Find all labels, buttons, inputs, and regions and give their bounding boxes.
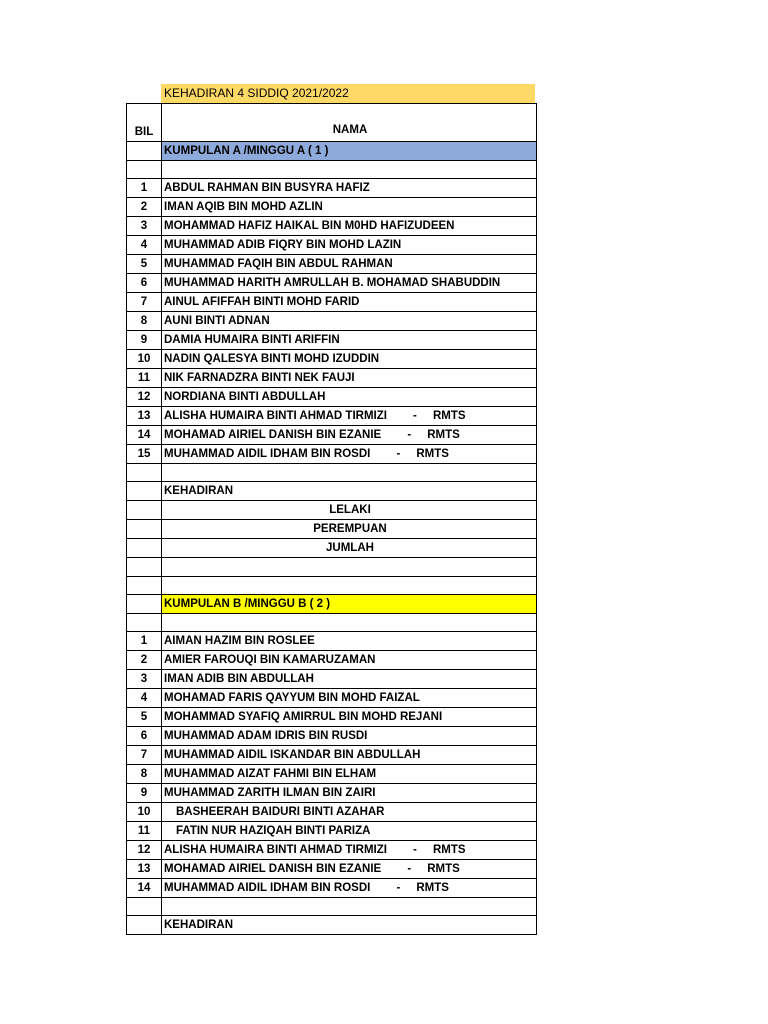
row-number[interactable]: 15 [127,445,162,464]
student-name-cell[interactable] [162,198,537,217]
row-number[interactable]: 8 [127,312,162,331]
row-number[interactable]: 9 [127,331,162,350]
student-name: MOHAMMAD HAFIZ HAIKAL BIN M0HD HAFIZUDEEN [164,220,455,233]
student-name: ABDUL RAHMAN BIN BUSYRA HAFIZ [164,182,370,195]
student-name: MUHAMMAD AIDIL IDHAM BIN ROSDI [164,881,371,894]
kehadiran-label-b[interactable]: KEHADIRAN [162,916,537,935]
student-name-cell[interactable] [162,350,537,369]
table-row [127,445,537,464]
row-number[interactable]: 10 [127,802,162,821]
student-name-cell[interactable] [162,217,537,236]
empty-cell[interactable] [162,613,537,631]
nama-header[interactable]: NAMA [162,104,537,142]
table-row [127,274,537,293]
table-row [127,388,537,407]
empty-cell[interactable] [162,576,537,594]
table-row [127,331,537,350]
attendance-table [126,103,537,935]
group-b-label[interactable]: KUMPULAN B /MINGGU B ( 2 ) [162,594,537,613]
student-name: BASHEERAH BAIDURI BINTI AZAHAR [176,805,385,818]
group-a-header-row [127,142,537,161]
student-name-cell[interactable] [162,293,537,312]
table-row [127,217,537,236]
empty-cell[interactable] [127,142,162,161]
student-name: MUHAMMAD ADIB FIQRY BIN MOHD LAZIN [164,239,402,252]
row-number[interactable]: 13 [127,859,162,878]
student-name: ALISHA HUMAIRA BINTI AHMAD TIRMIZI [164,410,387,423]
row-number[interactable]: 7 [127,745,162,764]
row-number[interactable]: 7 [127,293,162,312]
kehadiran-label-b-row [127,916,537,935]
table-row [127,745,537,764]
student-name-cell[interactable] [162,407,537,426]
table-row [127,293,537,312]
note-dash: - [413,410,417,423]
table-row [127,407,537,426]
row-number[interactable]: 9 [127,783,162,802]
student-name: IMAN ADIB BIN ABDULLAH [164,672,314,685]
table-row [127,631,537,650]
empty-cell[interactable] [162,558,537,576]
table-row [127,802,537,821]
rmts-note: RMTS [416,881,449,894]
row-number[interactable]: 6 [127,274,162,293]
student-name: MUHAMMAD AIDIL IDHAM BIN ROSDI [164,448,371,461]
row-number[interactable]: 2 [127,650,162,669]
student-name-cell[interactable] [162,707,537,726]
blank-row [127,613,537,631]
lelaki-label-row [127,501,537,520]
student-name-cell[interactable] [162,631,537,650]
blank-row [127,897,537,915]
student-name-cell[interactable] [162,802,537,821]
empty-cell[interactable] [127,161,162,179]
empty-cell[interactable] [162,897,537,915]
group-b-header-row [127,594,537,613]
row-number[interactable]: 4 [127,688,162,707]
kehadiran-label-a[interactable]: KEHADIRAN [162,482,537,501]
student-name: AMIER FAROUQI BIN KAMARUZAMAN [164,653,376,666]
jumlah-label-row [127,539,537,558]
table-row [127,236,537,255]
table-row [127,650,537,669]
lelaki-label[interactable]: LELAKI [162,501,537,520]
empty-cell[interactable] [127,558,162,576]
student-name: AIMAN HAZIM BIN ROSLEE [164,634,315,647]
student-name: MUHAMMAD ADAM IDRIS BIN RUSDI [164,729,368,742]
student-name-cell[interactable] [162,840,537,859]
empty-cell[interactable] [127,464,162,482]
student-name: MUHAMMAD FAQIH BIN ABDUL RAHMAN [164,258,393,271]
blank-row [127,464,537,482]
blank-row [127,558,537,576]
kehadiran-label-a-row [127,482,537,501]
rmts-note: RMTS [427,862,460,875]
table-row [127,726,537,745]
student-name-cell[interactable] [162,426,537,445]
student-name-cell[interactable] [162,783,537,802]
table-row [127,255,537,274]
student-name-cell[interactable] [162,274,537,293]
row-number[interactable]: 5 [127,707,162,726]
rmts-note: RMTS [432,843,466,856]
row-number[interactable]: 3 [127,217,162,236]
row-number[interactable]: 11 [127,821,162,840]
student-name-cell[interactable] [162,726,537,745]
student-name-cell[interactable] [162,878,537,897]
row-number[interactable]: 14 [127,426,162,445]
rmts-note: RMTS [432,410,466,423]
student-name: ALISHA HUMAIRA BINTI AHMAD TIRMIZI [164,843,387,856]
table-row [127,669,537,688]
table-row [127,878,537,897]
table-row [127,426,537,445]
note-dash: - [407,429,412,442]
table-row [127,783,537,802]
blank-row [127,161,537,179]
row-number[interactable]: 6 [127,726,162,745]
row-number[interactable]: 12 [127,388,162,407]
student-name: MUHAMMAD AIDIL ISKANDAR BIN ABDULLAH [164,748,421,761]
perempuan-label[interactable]: PEREMPUAN [162,520,537,539]
empty-cell[interactable] [162,161,537,179]
row-number[interactable]: 14 [127,878,162,897]
row-number[interactable]: 4 [127,236,162,255]
student-name-cell[interactable] [162,369,537,388]
student-name-cell[interactable] [162,255,537,274]
table-row [127,198,537,217]
bil-header[interactable]: BIL [127,104,162,142]
empty-cell[interactable] [127,916,162,935]
perempuan-label-row [127,520,537,539]
rmts-note: RMTS [416,448,449,461]
note-dash: - [396,448,401,461]
table-row [127,859,537,878]
table-row [127,312,537,331]
empty-cell[interactable] [127,576,162,594]
student-name: MOHAMAD AIRIEL DANISH BIN EZANIE [164,429,382,442]
student-name: MUHAMMAD AIZAT FAHMI BIN ELHAM [164,767,377,780]
student-name-cell[interactable] [162,445,537,464]
row-number[interactable]: 11 [127,369,162,388]
empty-cell[interactable] [127,897,162,915]
student-name: NADIN QALESYA BINTI MOHD IZUDDIN [164,353,380,366]
student-name-cell[interactable] [162,669,537,688]
row-number[interactable]: 2 [127,198,162,217]
student-name: MOHAMAD FARIS QAYYUM BIN MOHD FAIZAL [164,691,420,704]
header-row [127,104,537,142]
student-name: DAMIA HUMAIRA BINTI ARIFFIN [164,334,340,347]
table-row [127,707,537,726]
student-name-cell[interactable] [162,388,537,407]
group-a-label[interactable]: KUMPULAN A /MINGGU A ( 1 ) [162,142,537,161]
rmts-note: RMTS [427,429,460,442]
student-name: MOHAMAD AIRIEL DANISH BIN EZANIE [164,862,382,875]
row-number[interactable]: 8 [127,764,162,783]
row-number[interactable]: 13 [127,407,162,426]
empty-cell[interactable] [127,539,162,558]
note-dash: - [413,843,417,856]
student-name-cell[interactable] [162,236,537,255]
sheet-title[interactable]: KEHADIRAN 4 SIDDIQ 2021/2022 [161,84,535,103]
note-dash: - [396,881,401,894]
empty-cell[interactable] [127,520,162,539]
table-row [127,369,537,388]
student-name: NIK FARNADZRA BINTI NEK FAUJI [164,372,355,385]
empty-cell[interactable] [127,594,162,613]
table-row [127,179,537,198]
student-name-cell[interactable] [162,312,537,331]
attendance-table-body [127,104,537,935]
student-name-cell[interactable] [162,331,537,350]
student-name: MUHAMMAD HARITH AMRULLAH B. MOHAMAD SHABUDDIN [164,277,501,290]
row-number[interactable]: 12 [127,840,162,859]
empty-cell[interactable] [162,464,537,482]
jumlah-label[interactable]: JUMLAH [162,539,537,558]
student-name-cell[interactable] [162,688,537,707]
table-row [127,688,537,707]
empty-cell[interactable] [127,482,162,501]
blank-row [127,576,537,594]
student-name-cell[interactable] [162,650,537,669]
student-name: MUHAMMAD ZARITH ILMAN BIN ZAIRI [164,786,376,799]
empty-cell[interactable] [127,613,162,631]
student-name-cell[interactable] [162,859,537,878]
table-row [127,821,537,840]
student-name-cell[interactable] [162,745,537,764]
student-name: AUNI BINTI ADNAN [164,315,270,328]
row-number[interactable]: 1 [127,631,162,650]
student-name-cell[interactable] [162,764,537,783]
student-name: FATIN NUR HAZIQAH BINTI PARIZA [176,824,371,837]
student-name-cell[interactable] [162,179,537,198]
table-row [127,840,537,859]
table-row [127,764,537,783]
student-name: MOHAMMAD SYAFIQ AMIRRUL BIN MOHD REJANI [164,710,443,723]
student-name-cell[interactable] [162,821,537,840]
student-name: AINUL AFIFFAH BINTI MOHD FARID [164,296,360,309]
student-name: IMAN AQIB BIN MOHD AZLIN [164,201,323,214]
table-row [127,350,537,369]
row-number[interactable]: 1 [127,179,162,198]
student-name: NORDIANA BINTI ABDULLAH [164,391,326,404]
empty-cell[interactable] [127,501,162,520]
row-number[interactable]: 3 [127,669,162,688]
row-number[interactable]: 5 [127,255,162,274]
row-number[interactable]: 10 [127,350,162,369]
note-dash: - [407,862,412,875]
